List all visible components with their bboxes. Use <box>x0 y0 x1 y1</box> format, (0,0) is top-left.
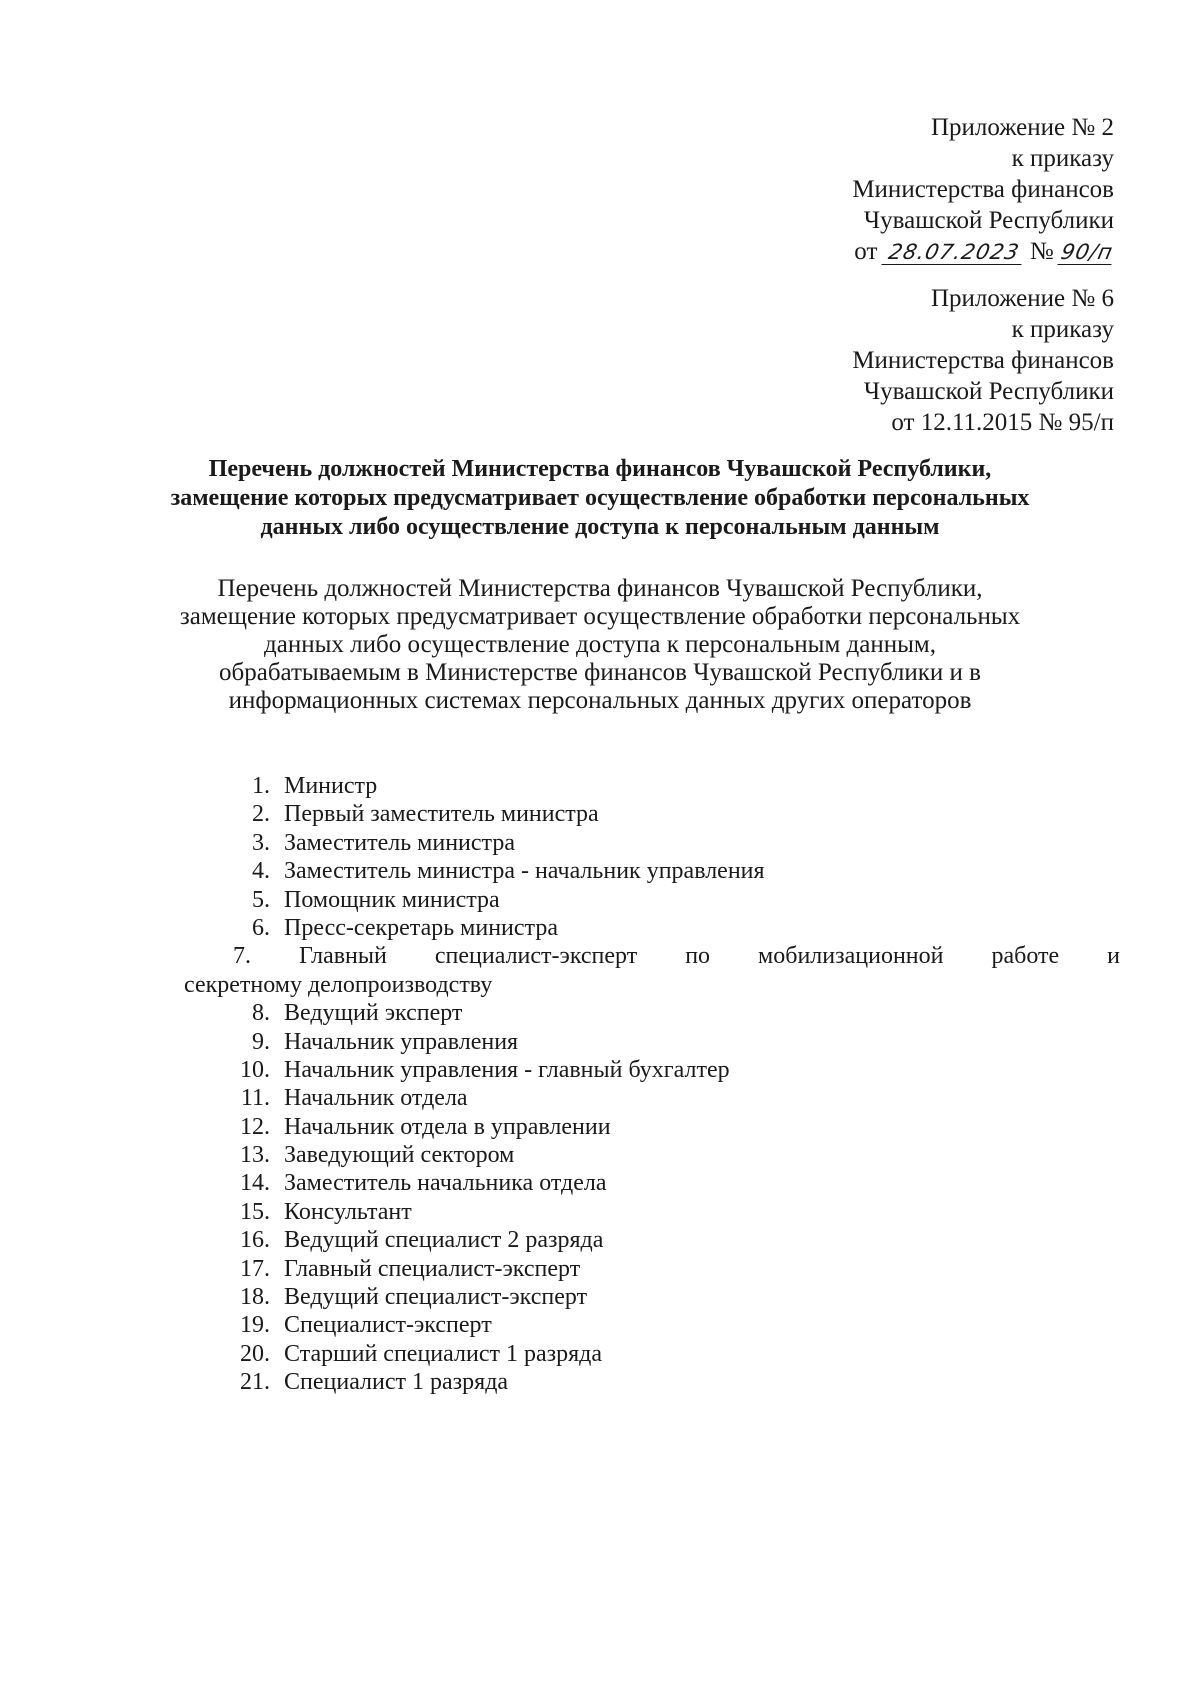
title-line: данных либо осуществление доступа к персональным данным <box>260 514 940 540</box>
item-text-continuation: секретному делопроизводству <box>184 971 493 998</box>
item-number: 20. <box>240 1340 270 1367</box>
list-item <box>0 829 1200 857</box>
item-text: Начальник отдела <box>284 1085 468 1112</box>
appendix-number: Приложение № 6 <box>930 285 1114 312</box>
item-text: Начальник управления - главный бухгалтер <box>284 1056 730 1083</box>
item-number: 16. <box>240 1227 270 1254</box>
appendix-number: Приложение № 2 <box>930 114 1114 141</box>
item-number: 2. <box>252 801 270 828</box>
list-item <box>0 1340 1200 1368</box>
item-text: Первый заместитель министра <box>284 801 599 828</box>
document-subtitle <box>110 575 1090 715</box>
list-item <box>0 772 1200 800</box>
item-text: Пресс-секретарь министра <box>284 914 558 941</box>
item-text: Министр <box>284 773 378 799</box>
appendix-republic: Чувашской Республики <box>863 207 1114 234</box>
number-sign: № <box>1029 238 1054 265</box>
item-text: Ведущий эксперт <box>284 1000 463 1027</box>
item-number: 8. <box>252 1000 270 1027</box>
item-text: Старший специалист 1 разряда <box>284 1340 602 1367</box>
item-number: 10. <box>240 1056 270 1083</box>
list-item <box>0 1113 1200 1141</box>
item-text: Главный специалист-эксперт по мобилизационной работе и <box>299 943 1121 970</box>
appendix-order-date: от 12.11.2015 № 95/п <box>891 409 1114 436</box>
title-line: Перечень должностей Министерства финансов Чувашской Республики, <box>208 456 992 482</box>
approval-block-appendix-6 <box>852 283 1114 438</box>
subtitle-line: данных либо осуществление доступа к персональным данным, <box>264 631 936 658</box>
item-number: 14. <box>240 1170 270 1197</box>
appendix-ministry: Министерства финансов <box>852 176 1114 203</box>
list-item <box>0 1255 1200 1283</box>
item-number: 21. <box>240 1369 270 1396</box>
item-number: 4. <box>252 858 270 885</box>
item-number: 5. <box>252 886 270 913</box>
item-text: Помощник министра <box>284 886 500 913</box>
item-text: Начальник управления <box>284 1028 519 1055</box>
list-item <box>0 886 1200 914</box>
subtitle-line: замещение которых предусматривает осуществление обработки персональных <box>179 603 1021 630</box>
list-item <box>0 1169 1200 1197</box>
item-text: Главный специалист-эксперт <box>284 1255 581 1282</box>
list-item <box>0 1368 1200 1396</box>
handwritten-date: 28.07.2023 <box>881 240 1026 265</box>
list-item <box>0 1226 1200 1254</box>
item-number: 17. <box>240 1255 270 1282</box>
item-text: Ведущий специалист-эксперт <box>284 1284 588 1311</box>
item-text: Специалист-эксперт <box>284 1312 492 1339</box>
positions-list <box>0 772 1200 1397</box>
item-text: Заместитель министра - начальник управления <box>284 858 765 885</box>
appendix-order-date-line <box>852 236 1114 267</box>
item-text: Заместитель начальника отдела <box>284 1170 607 1197</box>
item-number: 1. <box>252 773 270 799</box>
subtitle-line: обрабатываемым в Министерстве финансов Чувашской Республики и в <box>219 659 981 686</box>
item-number: 19. <box>240 1312 270 1339</box>
item-text-line <box>233 942 1120 970</box>
list-item <box>0 1198 1200 1226</box>
item-text: Консультант <box>284 1198 412 1225</box>
list-item <box>0 1311 1200 1339</box>
list-item <box>0 1056 1200 1084</box>
item-number: 13. <box>240 1142 270 1169</box>
title-line: замещение которых предусматривает осуществление обработки персональных <box>170 485 1030 511</box>
item-text: Ведущий специалист 2 разряда <box>284 1227 604 1254</box>
item-number: 6. <box>252 914 270 941</box>
approval-block-appendix-2 <box>852 112 1114 267</box>
item-text: Заведующий сектором <box>284 1142 515 1169</box>
appendix-ministry: Министерства финансов <box>852 347 1114 374</box>
item-number: 15. <box>240 1198 270 1225</box>
item-text: Специалист 1 разряда <box>284 1369 509 1396</box>
from-label: от <box>854 238 878 265</box>
document-title <box>120 455 1080 542</box>
appendix-to-order: к приказу <box>1011 316 1114 343</box>
item-number: 18. <box>240 1284 270 1311</box>
item-number: 9. <box>252 1028 270 1055</box>
list-item <box>0 1084 1200 1112</box>
list-item <box>0 942 1200 999</box>
list-item <box>0 800 1200 828</box>
list-item <box>0 1283 1200 1311</box>
item-number: 12. <box>240 1113 270 1140</box>
list-item <box>0 1028 1200 1056</box>
item-number: 3. <box>252 829 270 856</box>
list-item <box>0 914 1200 942</box>
subtitle-line: Перечень должностей Министерства финансов Чувашской Республики, <box>217 575 983 602</box>
list-item <box>0 857 1200 885</box>
item-number: 7. <box>233 943 251 970</box>
item-number: 11. <box>240 1085 270 1112</box>
list-item <box>0 999 1200 1027</box>
item-text: Заместитель министра <box>284 829 515 856</box>
handwritten-order-number: 90/п <box>1058 240 1116 264</box>
item-text: Начальник отдела в управлении <box>284 1113 611 1140</box>
list-item <box>0 1141 1200 1169</box>
appendix-republic: Чувашской Республики <box>863 378 1114 405</box>
appendix-to-order: к приказу <box>1011 145 1114 172</box>
subtitle-line: информационных системах персональных данных других операторов <box>228 687 972 714</box>
